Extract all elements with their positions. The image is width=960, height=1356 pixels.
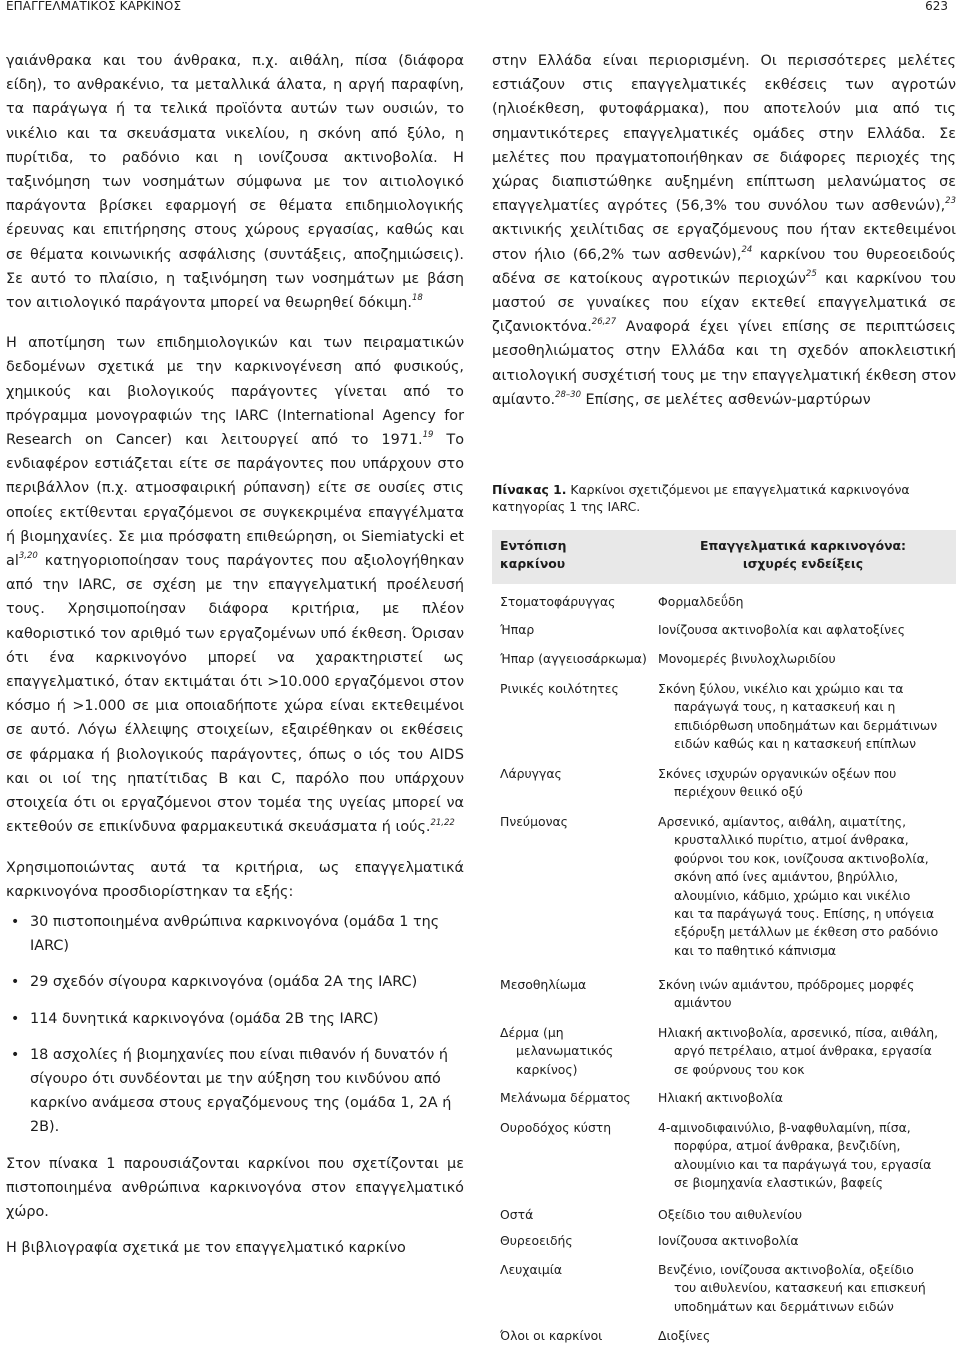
- cancer-site-cell: [500, 1024, 650, 1079]
- list-item: [6, 1007, 464, 1031]
- cell-line: Μονομερές βινυλοχλωριδίου: [658, 651, 836, 666]
- cell-line: Ήπαρ: [500, 622, 535, 637]
- carcinogen-cell: [658, 1327, 954, 1345]
- paragraph-text: κατηγοριοποίησαν τους παράγοντες που αξιολογήθηκαν από την IARC, σε σχέση με την επαγγελματική προέλευσή τους. Χρησιμοποίησαν διάφορα κριτήρια, με πλέον καθοριστικό τον αριθμό των εργαζομένων υπό έκθεση. Όρισαν ότι ένα καρκινογόνο μπορεί να χαρακτηριστεί ως επαγγελματικό, όταν εκτιμάται ότι >10.000 εργαζόμενοι στον κόσμο ή >1.000 σε μια οποιαδήποτε χώρα είναι εκτεθειμένοι σε αυτό. Λόγω έλλειψης στοιχείων, εξαιρέθηκαν οι εκθέσεις σε φάρμακα ή βιολογικούς παράγοντες, όπως ο ιός του AIDS και οι ιοί της ηπατίτιδας B και C, παρόλο που υπάρχουν στοιχεία ότι οι εργαζόμενοι στον τομέα της υγείας μπορεί να εκτεθούν σε επικίνδυνα φαρμακευτικά σκευάσματα ή ιούς.: [6, 553, 464, 836]
- carcinogen-cell: [658, 1206, 954, 1224]
- table-caption-text: Καρκίνοι σχετιζόμενοι με επαγγελματικά καρκινογόνα κατηγορίας 1 της IARC.: [492, 482, 910, 514]
- paragraph-text: Η αποτίμηση των επιδημιολογικών και των πειραματικών δεδομένων σχετικά με την καρκινογένεση από φυσικούς, χημικούς και βιολογικούς παράγοντες γίνεται από το πρόγραμμα μονογραφιών της IARC (International Agency for Research on Cancer) και λειτουργεί από το 1971.: [6, 335, 464, 449]
- list-item-text: 29 σχεδόν σίγουρα καρκινογόνα (ομάδα 2A της IARC): [30, 974, 418, 991]
- carcinogen-cell: [658, 1261, 954, 1316]
- cell-line: Οστά: [500, 1207, 534, 1222]
- cell-line: ειδών καθώς και η κατασκευή επίπλων: [674, 736, 917, 752]
- cell-line: Οξείδιο του αιθυλενίου: [658, 1207, 802, 1222]
- cell-line: Θυρεοειδής: [500, 1233, 573, 1248]
- cancer-site-cell: [500, 680, 650, 698]
- cell-line: φούρνοι του κοκ, ιονίζουσα ακτινοβολία,: [674, 850, 929, 866]
- running-header: [0, 0, 960, 14]
- column-header-agents: [658, 537, 948, 574]
- paragraph-iarc: [6, 331, 464, 839]
- cell-line: παράγωγά τους, η κατασκευή και η: [674, 699, 896, 715]
- list-item: [6, 1043, 464, 1140]
- cell-line: και το παθητικό κάπνισμα: [674, 942, 837, 958]
- reference-superscript: 28–30: [555, 390, 581, 401]
- cell-line: σκόνη από ίνες αμιάντου, βηρύλλιο,: [674, 869, 899, 885]
- table-caption-label: Πίνακας 1.: [492, 482, 567, 497]
- column-header-line: Εντόπιση: [500, 538, 567, 553]
- carcinogen-cell: [658, 680, 954, 754]
- bullet-icon: •: [11, 913, 20, 930]
- cell-line: Μελάνωμα δέρματος: [500, 1090, 631, 1105]
- cell-line: Πνεύμονας: [500, 814, 568, 829]
- list-item: [6, 970, 464, 994]
- cell-line: Αρσενικό, αμίαντος, αιθάλη, αιματίτης,: [658, 814, 907, 829]
- list-item: [6, 910, 464, 958]
- carcinogen-cell: [658, 650, 954, 668]
- column-header-line: καρκίνου: [500, 556, 566, 572]
- reference-superscript: 26,27: [591, 317, 617, 328]
- cell-line: αλουμίνιο, κάδμιο, χρώμιο και νικέλιο: [674, 887, 911, 903]
- paragraph-greek-literature: Η βιβλιογραφία σχετικά με τον επαγγελματικό καρκίνο: [6, 1240, 406, 1257]
- cell-line: εξόρυξη μετάλλων με έκθεση στο ραδόνιο: [674, 924, 939, 940]
- cell-line: Βενζένιο, ιονίζουσα ακτινοβολία, οξείδιο: [658, 1262, 914, 1277]
- cell-line: καρκίνος): [516, 1061, 578, 1077]
- cancer-site-cell: [500, 1119, 650, 1137]
- cell-line: πορφύρα, ατμοί άνθρακα, βενζιδίνη,: [674, 1138, 901, 1154]
- paragraph-table-ref: Στον πίνακα 1 παρουσιάζονται καρκίνοι που σχετίζονται με πιστοποιημένα ανθρώπινα καρκινογόνα στον επαγγελματικό χώρο.: [6, 1155, 464, 1220]
- cell-line: Λάρυγγας: [500, 766, 562, 781]
- carcinogen-cell: [658, 1119, 954, 1193]
- cell-line: Ηλιακή ακτινοβολία: [658, 1090, 783, 1105]
- cell-line: και τα παράγωγά τους. Επίσης, η υπόγεια: [674, 906, 935, 922]
- page-number: 623: [925, 0, 948, 13]
- table-header: [492, 530, 956, 584]
- bullet-icon: •: [11, 974, 20, 991]
- bullet-icon: •: [11, 1010, 20, 1027]
- cell-line: κρυσταλλικό πυρίτιο, ατμοί άνθρακα,: [674, 832, 909, 848]
- cancer-site-cell: [500, 976, 650, 994]
- reference-superscript: 21,22: [430, 817, 455, 828]
- cancer-site-cell: [500, 765, 650, 783]
- cancer-site-cell: [500, 1261, 650, 1279]
- paragraph-text: ακτινικής χειλίτιδας σε εργαζόμενους που ήταν εκτεθειμένοι στον ήλιο (66,2% των ασθενών),: [492, 222, 956, 263]
- cell-line: Σκόνη ινών αμιάντου, πρόδρομες μορφές: [658, 977, 915, 992]
- cell-line: επιδιόρθωση υποδημάτων και δερμάτινων: [674, 717, 938, 733]
- column-header-line: ισχυρές ενδείξεις: [742, 556, 864, 572]
- cell-line: υποδημάτων και δερμάτινων ειδών: [674, 1298, 894, 1314]
- paragraph-text: καρκίνου του θυρεοειδούς αδένα σε κατοίκους αγροτικών περιοχών: [492, 246, 956, 287]
- carcinogen-cell: [658, 1232, 954, 1250]
- cell-line: αργό πετρέλαιο, ατμοί άνθρακα, εργασία: [674, 1043, 932, 1059]
- cancer-site-cell: [500, 650, 650, 668]
- reference-superscript: 19: [422, 430, 434, 441]
- left-column: [6, 49, 464, 1260]
- cell-line: Ήπαρ (αγγειοσάρκωμα): [500, 651, 647, 666]
- cell-line: Μεσοθηλίωμα: [500, 977, 587, 992]
- reference-superscript: 3,20: [18, 551, 38, 562]
- cell-line: Στοματοφάρυγγας: [500, 594, 616, 609]
- carcinogen-cell: [658, 765, 954, 802]
- cell-line: Σκόνη ξύλου, νικέλιο και χρώμιο και τα: [658, 681, 904, 696]
- paragraph-text: γαιάνθρακα και του άνθρακα, π.χ. αιθάλη, πίσα (διάφορα είδη), το ανθρακένιο, τα μεταλλικά άλατα, η αργή παραφίνη, τα παράγωγα ή τα τελικά προϊόντα αυτών των ουσιών, το νικέλιο και τα σκευάσματα νικελίου, η σκόνη από ξύλο, η πυρίτιδα, το ραδόνιο και η ιονίζουσα ακτινοβολία. Η ταξινόμηση των νοσημάτων σύμφωνα με τον αιτιολογικό παράγοντα βρίσκει εφαρμογή σε θέματα επιδημιολογικής έρευνας και επιτήρησης στους χώρους εργασίας, καθώς και σε θέματα κοινωνικής ασφάλισης (συντάξεις, αποζημιώσεις). Σε αυτό το πλαίσιο, η ταξινόμηση των νοσημάτων με βάση τον αιτιολογικό παράγοντα μπορεί να θεωρηθεί δόκιμη.: [6, 53, 464, 312]
- cell-line: Διοξίνες: [658, 1328, 711, 1343]
- cell-line: αλουμίνιο και τα παράγωγά του, εργασία: [674, 1156, 932, 1172]
- cell-line: 4-αμινοδιφαινύλιο, β-ναφθυλαμίνη, πίσα,: [658, 1120, 911, 1135]
- journal-title: ΕΠΑΓΓΕΛΜΑΤΙΚΟΣ ΚΑΡΚΙΝΟΣ: [6, 0, 182, 13]
- carcinogen-cell: [658, 621, 954, 639]
- reference-superscript: 18: [412, 293, 423, 304]
- column-header-site: [500, 537, 630, 574]
- carcinogen-list: [6, 910, 464, 1140]
- paragraph-greece: [492, 49, 956, 412]
- reference-superscript: 25: [805, 269, 817, 280]
- paragraph-text: και καρκίνου του μαστού σε γυναίκες που είχαν εκτεθεί επαγγελματικά σε ζιζανιοκτόνα.: [492, 270, 956, 336]
- column-header-line: Επαγγελματικά καρκινογόνα:: [699, 538, 907, 553]
- cancer-site-cell: [500, 621, 650, 639]
- cell-line: μελανωματικός: [516, 1043, 614, 1059]
- cell-line: σε φούρνους του κοκ: [674, 1061, 805, 1077]
- paragraph-text: Αναφορά έχει γίνει επίσης σε περιπτώσεις μεσοθηλιώματος στην Ελλάδα και τη σχεδόν αποκλειστική αιτιολογική συσχέτισή τους με την επαγγελματική έκθεση στον αμίαντο.: [492, 319, 956, 408]
- carcinogen-cell: [658, 976, 954, 1013]
- cell-line: Ιονίζουσα ακτινοβολία και αφλατοξίνες: [658, 622, 906, 637]
- list-item-text: 18 ασχολίες ή βιομηχανίες που είναι πιθανόν ή δυνατόν ή σίγουρο ότι συνδέονται με την αύξηση του κινδύνου από καρκίνο ανάμεσα στους εργαζόμενους της (ομάδα 1, 2A ή 2B).: [30, 1046, 452, 1136]
- cell-line: αμιάντου: [674, 995, 732, 1011]
- cell-line: Δέρμα (μη: [500, 1025, 564, 1040]
- list-item-text: 114 δυνητικά καρκινογόνα (ομάδα 2B της IARC): [30, 1010, 379, 1027]
- reference-superscript: 23: [945, 196, 956, 207]
- cancer-site-cell: [500, 1327, 650, 1345]
- paragraph-text: Επίσης, σε μελέτες ασθενών-μαρτύρων: [580, 391, 871, 408]
- cell-line: περιέχουν θειικό οξύ: [674, 784, 803, 800]
- table-caption: [492, 481, 956, 515]
- cell-line: του αιθυλενίου, κατασκευή και επισκευή: [674, 1280, 926, 1296]
- cancer-site-cell: [500, 1232, 650, 1250]
- paragraph-text: Το ενδιαφέρον εστιάζεται είτε σε παράγοντες που υπάρχουν στο περιβάλλον (π.χ. ατμοσφαιρική ρύπανση) είτε σε ουσίες στις οποίες εκτίθενται εργαζόμενοι σε συγκεκριμένα επαγγέλματα ή βιομηχανίες. Σε μια πρόσφατη επιθεώρηση, οι Siemiatycki et al: [6, 432, 465, 570]
- cell-line: Λευχαιμία: [500, 1262, 563, 1277]
- paragraph-classification: [6, 49, 464, 315]
- cell-line: σε βιομηχανία ελαστικών, βαφείς: [674, 1175, 884, 1191]
- cell-line: Ουροδόχος κύστη: [500, 1120, 612, 1135]
- cancer-site-cell: [500, 813, 650, 831]
- cancer-site-cell: [500, 1089, 650, 1107]
- cell-line: Ρινικές κοιλότητες: [500, 681, 619, 696]
- carcinogen-cell: [658, 1089, 954, 1107]
- carcinogen-table: [492, 530, 956, 1343]
- cell-line: Φορμαλδεΰδη: [658, 594, 744, 609]
- reference-superscript: 24: [741, 244, 753, 255]
- carcinogen-cell: [658, 1024, 954, 1079]
- carcinogen-cell: [658, 813, 954, 960]
- right-column: [492, 49, 956, 412]
- carcinogen-cell: [658, 593, 954, 611]
- cell-line: Ηλιακή ακτινοβολία, αρσενικό, πίσα, αιθάλη,: [658, 1025, 939, 1040]
- cell-line: Όλοι οι καρκίνοι: [500, 1328, 603, 1343]
- cancer-site-cell: [500, 1206, 650, 1224]
- paragraph-criteria: Χρησιμοποιώντας αυτά τα κριτήρια, ως επαγγελματικά καρκινογόνα προσδιορίστηκαν τα εξής:: [6, 859, 464, 900]
- cell-line: Σκόνες ισχυρών οργανικών οξέων που: [658, 766, 897, 781]
- list-item-text: 30 πιστοποιημένα ανθρώπινα καρκινογόνα (ομάδα 1 της IARC): [30, 913, 440, 955]
- paragraph-text: στην Ελλάδα είναι περιορισμένη. Οι περισσότερες μελέτες εστιάζουν στις επαγγελματικές εκθέσεις των αγροτών (ηλιοέκθεση, φυτοφάρμακα), που αποτελούν μια από τις σημαντικότερες επαγγελματικές ομάδες στην Ελλάδα. Σε μελέτες που πραγματοποιήθηκαν σε διάφορες περιοχές της χώρας διαπιστώθηκε αυξημένη επίπτωση μελανώματος σε επαγγελματίες αγρότες (56,3% του συνόλου των ασθενών),: [492, 53, 956, 215]
- bullet-icon: •: [11, 1046, 20, 1063]
- cancer-site-cell: [500, 593, 650, 611]
- cell-line: Ιονίζουσα ακτινοβολία: [658, 1233, 799, 1248]
